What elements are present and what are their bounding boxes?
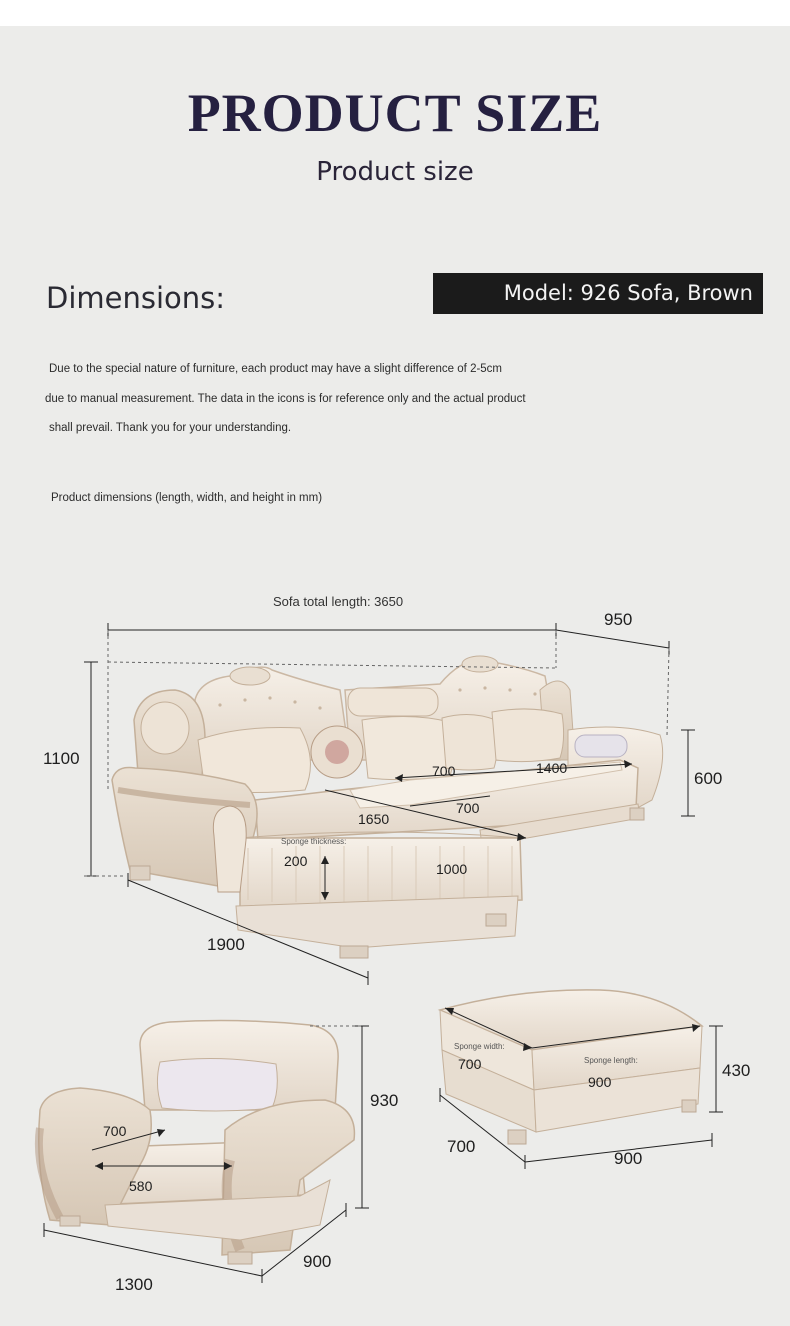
page-subtitle: Product size <box>316 157 474 187</box>
ottoman-width-label: 700 <box>447 1137 476 1156</box>
armchair-depth-label: 900 <box>303 1252 332 1271</box>
armchair-seat-depth-label: 700 <box>103 1123 127 1139</box>
disclaimer-line-3: shall prevail. Thank you for your understanding. <box>49 422 292 434</box>
units-note: Product dimensions (length, width, and height in mm) <box>51 492 323 504</box>
ottoman-sponge-length-caption: Sponge length: <box>584 1056 638 1065</box>
chaise-length-label: 1900 <box>207 935 245 954</box>
ottoman-height-label: 430 <box>722 1061 751 1080</box>
dimensions-heading: Dimensions: <box>46 281 226 315</box>
ottoman-sponge-width-caption: Sponge width: <box>454 1042 505 1051</box>
disclaimer-line-1: Due to the special nature of furniture, each product may have a slight difference of 2-5cm <box>49 363 503 375</box>
sponge-thickness-caption: Sponge thickness: <box>281 837 347 846</box>
armchair-width-label: 1300 <box>115 1275 153 1294</box>
sectional-sofa-illustration <box>112 656 663 958</box>
sponge-thickness-label: 200 <box>284 853 308 869</box>
armchair-height-label: 930 <box>370 1091 399 1110</box>
chaise-1000-label: 1000 <box>436 861 468 877</box>
disclaimer-line-2: due to manual measurement. The data in the icons is for reference only and the actual product <box>45 393 526 405</box>
seat-700-b-label: 700 <box>456 800 480 816</box>
armchair-illustration <box>39 1021 355 1264</box>
sofa-total-length-label: Sofa total length: 3650 <box>273 594 404 609</box>
ottoman-sponge-length-label: 900 <box>588 1074 612 1090</box>
seat-1400-label: 1400 <box>536 760 568 776</box>
page-title: PRODUCT SIZE <box>187 83 603 143</box>
seat-1650-label: 1650 <box>358 811 390 827</box>
sofa-depth-label: 950 <box>604 610 633 629</box>
seat-700-a-label: 700 <box>432 763 456 779</box>
model-badge: Model: 926 Sofa, Brown <box>433 273 763 314</box>
sofa-height-label: 1100 <box>43 749 80 768</box>
ottoman-length-label: 900 <box>614 1149 643 1168</box>
ottoman-sponge-width-label: 700 <box>458 1056 482 1072</box>
armchair-seat-width-label: 580 <box>129 1178 153 1194</box>
sofa-back-height-label: 600 <box>694 769 723 788</box>
